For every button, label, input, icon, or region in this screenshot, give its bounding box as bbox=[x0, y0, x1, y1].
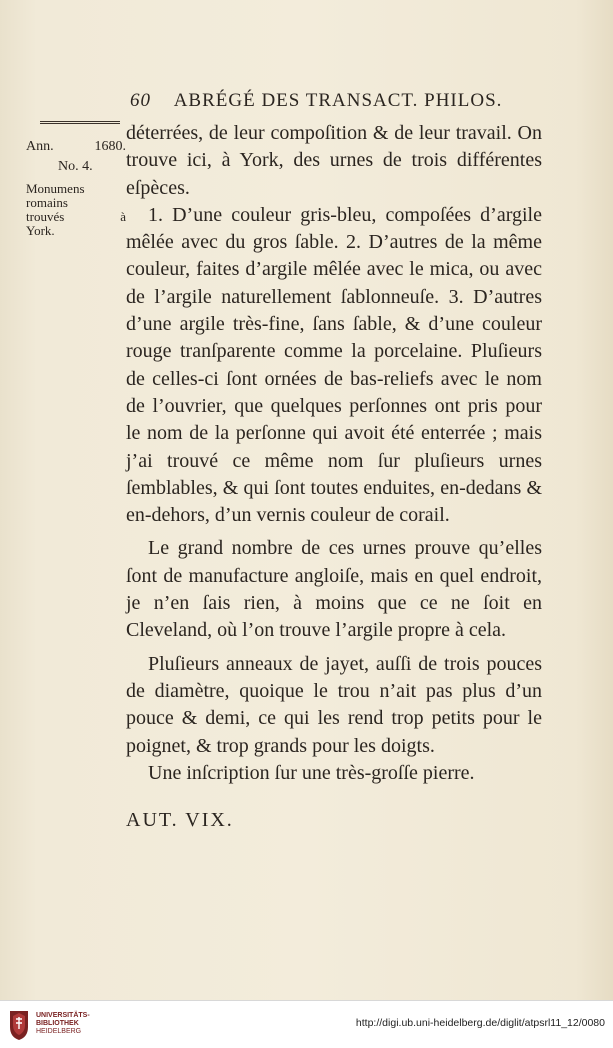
ann-label: Ann. bbox=[26, 139, 54, 154]
footer-bar bbox=[0, 1000, 613, 1048]
library-line: HEIDELBERG bbox=[36, 1028, 82, 1035]
paragraph: Une inſcription ſur une très-groſſe pierre. bbox=[148, 761, 475, 784]
margin-rule bbox=[40, 121, 120, 124]
ann-year: 1680. bbox=[94, 139, 126, 154]
page-number: 60 bbox=[130, 90, 151, 111]
running-head bbox=[130, 90, 580, 112]
inscription: AUT. VIX. bbox=[126, 809, 234, 832]
library-name bbox=[36, 1012, 90, 1036]
paragraph: Le grand nombre de ces urnes prouve qu’elles ſont de manufacture angloiſe, mais en quel endroit, je n’en ſais rien, à moins que ce ne ſoit en Cleveland, où l’on trouve l’argile propre à cela. bbox=[126, 537, 542, 642]
article-number: No. 4. bbox=[58, 159, 93, 174]
university-crest-icon bbox=[8, 1009, 30, 1041]
margin-note-line: romains bbox=[26, 195, 68, 210]
source-url[interactable]: http://digi.ub.uni-heidelberg.de/diglit/atpsrl11_12/0080 bbox=[355, 1017, 605, 1029]
running-title: ABRÉGÉ DES TRANSACT. PHILOS. bbox=[173, 90, 503, 111]
main-text bbox=[126, 120, 542, 834]
paragraph: déterrées, de leur compoſition & de leur travail. On trouve ici, à York, des urnes de trois différentes eſpèces. bbox=[126, 122, 542, 199]
library-line: UNIVERSITÄTS- bbox=[36, 1012, 90, 1019]
margin-annotation bbox=[26, 137, 126, 177]
paragraph: 1. D’une couleur gris-bleu, compoſées d’argile mêlée avec du gros ſable. 2. D’autres de la même couleur, faites d’argile mêlée avec le mica, ou avec de l’argile naturellement ſablonneuſe. 3. D’autres d’une argile très-fine, ſans ſable, & d’une couleur rouge tranſparente comme la porcelaine. Pluſieurs de celles-ci ſont ornées de bas-reliefs avec le nom de l’ouvrier, que quelques perſonnes ont pris pour le nom de la perſonne qui avoit été enterrée ; mais j’ai trouvé ce même nom ſur pluſieurs urnes ſemblables, & qui ſont toutes enduites, en-dedans & en-dehors, d’un vernis couleur de corail. bbox=[126, 203, 542, 527]
margin-note-a: à bbox=[120, 209, 126, 224]
margin-note-line: trouvés bbox=[26, 209, 65, 224]
margin-note-line: Monumens bbox=[26, 181, 85, 196]
margin-note-line: York. bbox=[26, 223, 55, 238]
paragraph: Pluſieurs anneaux de jayet, auſſi de trois pouces de diamètre, quoique le trou n’ait pas plus d’un pouce & demi, ce qui les rend trop petits pour le poignet, & trop grands pour les doigts. bbox=[126, 652, 542, 757]
margin-note bbox=[26, 182, 126, 238]
library-line: BIBLIOTHEK bbox=[36, 1020, 79, 1027]
